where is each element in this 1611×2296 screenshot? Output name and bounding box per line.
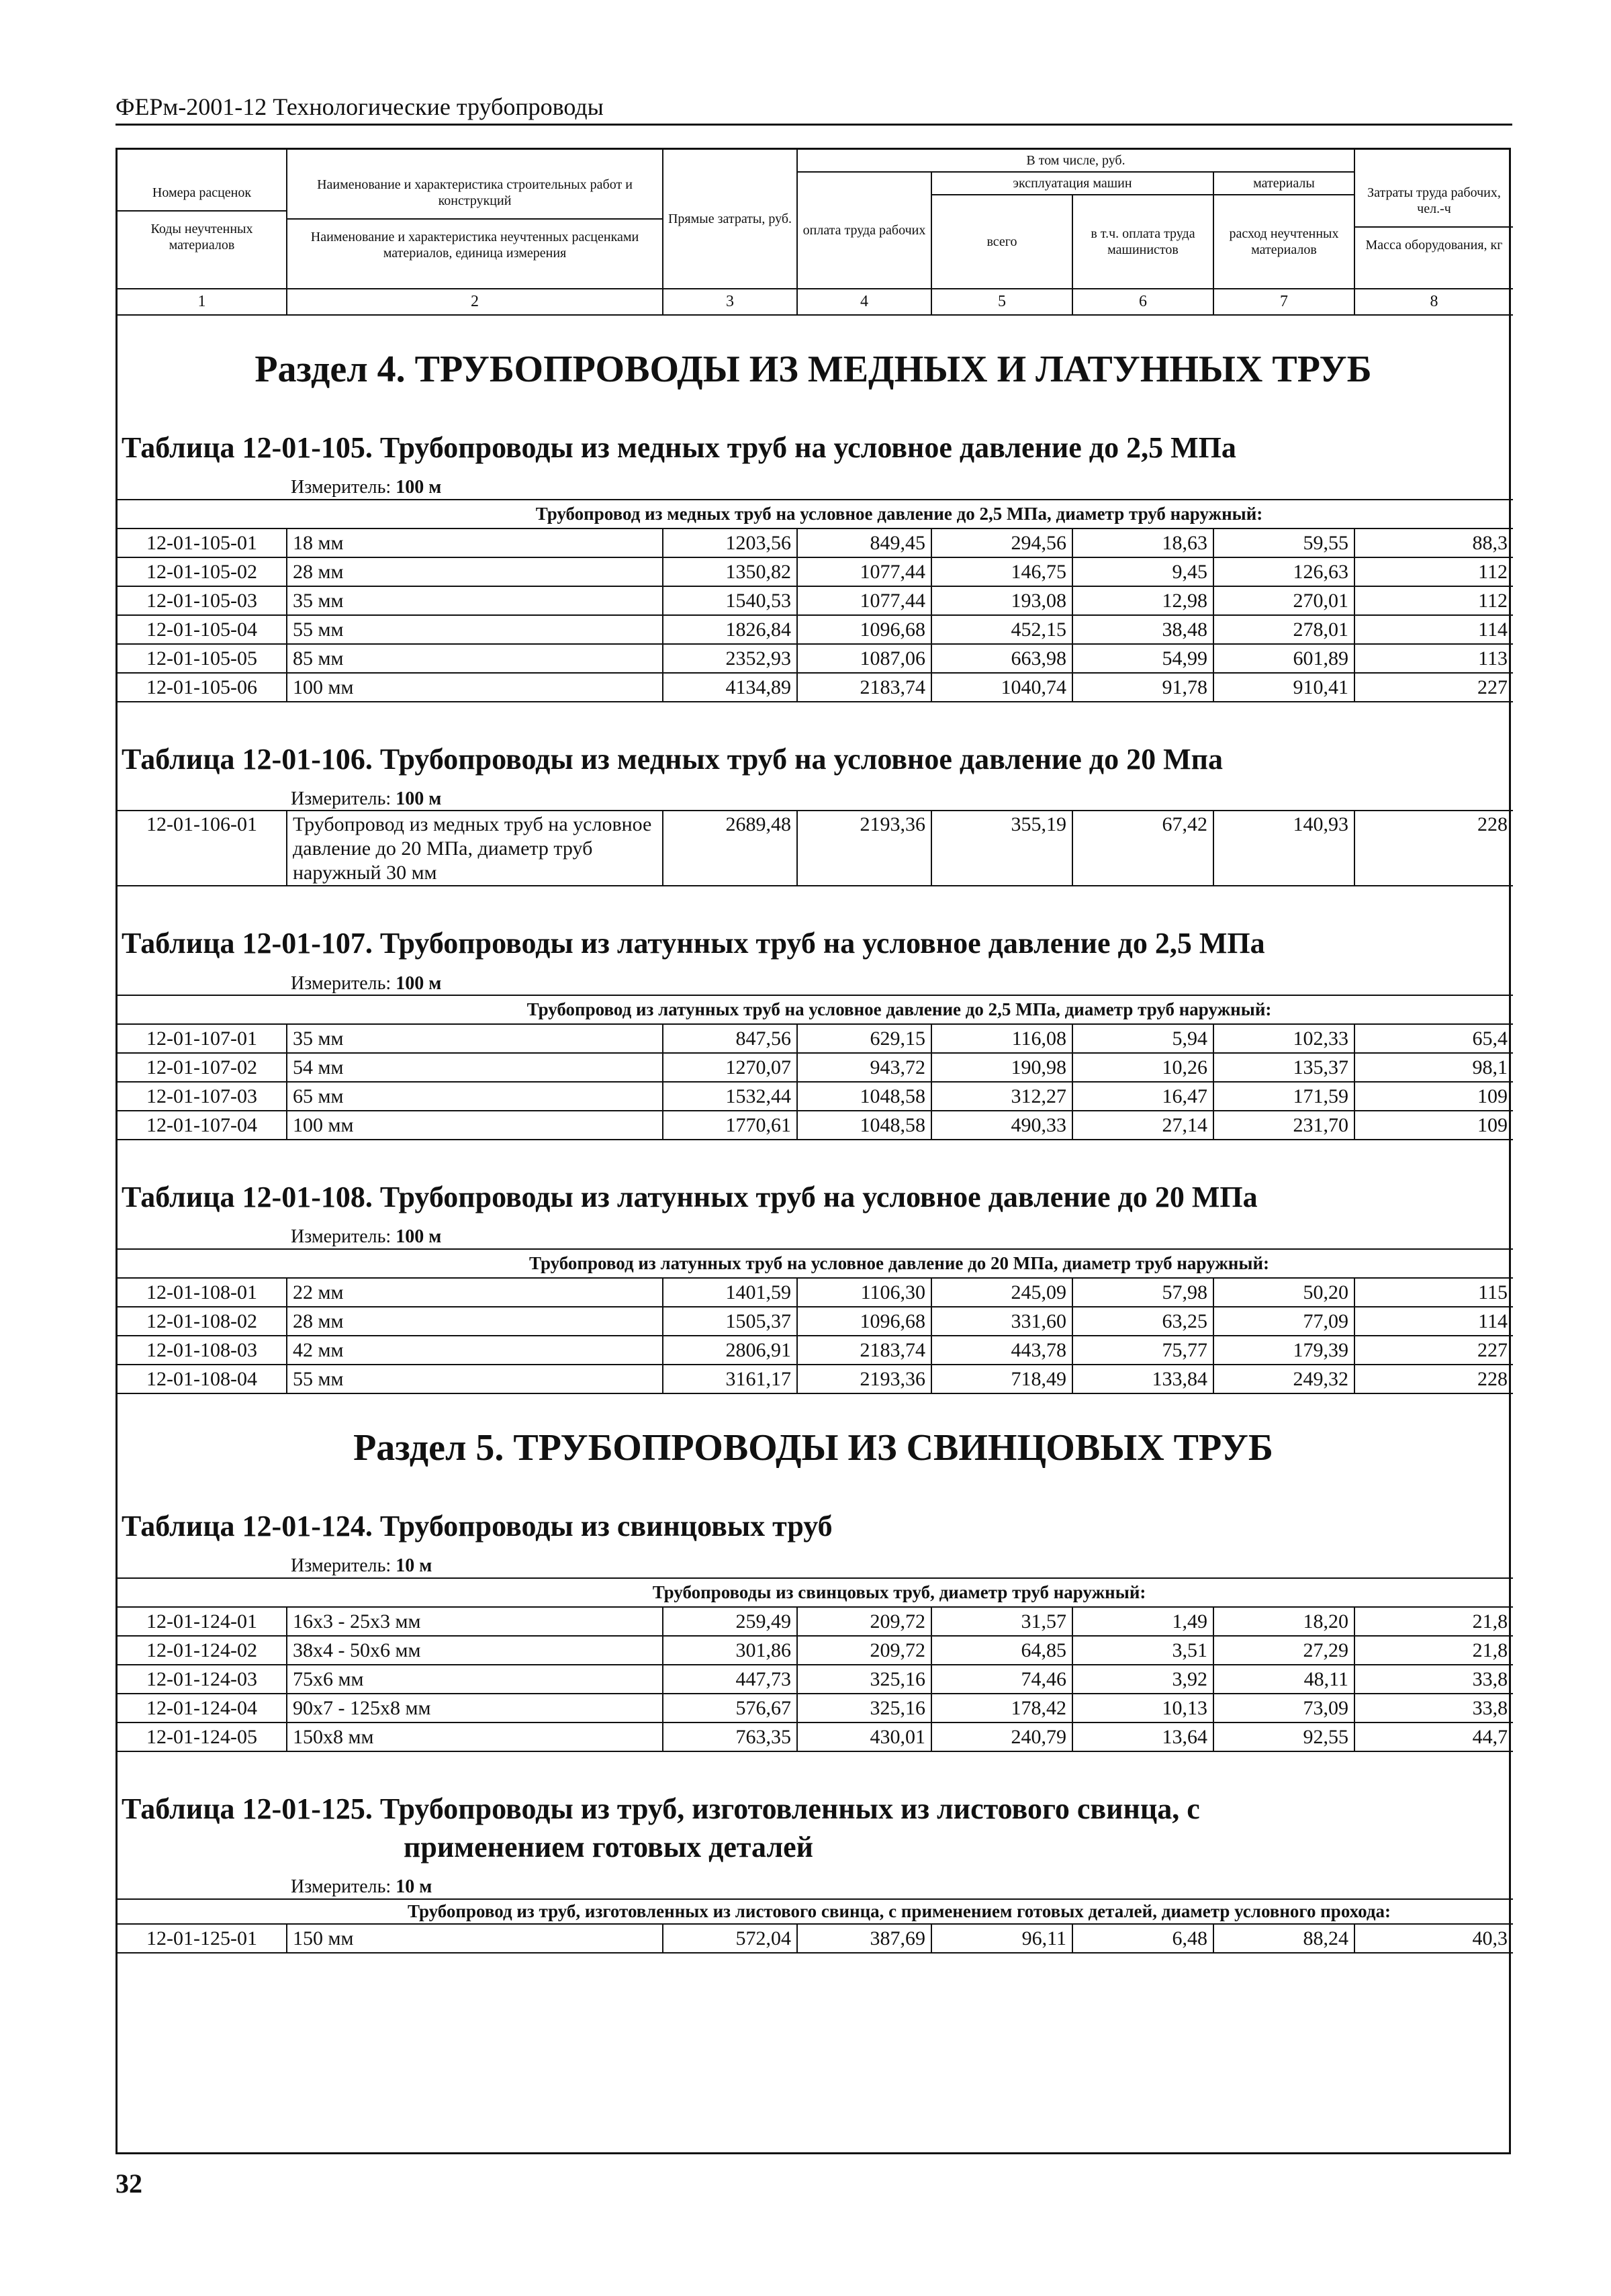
direct-costs: 3161,17 [663,1365,797,1393]
machines-total: 240,79 [931,1723,1072,1751]
machines-total: 443,78 [931,1336,1072,1365]
labor-hours: 109 [1354,1082,1513,1111]
direct-costs: 2689,48 [663,811,797,886]
rate-code: 12-01-124-03 [118,1665,287,1694]
materials-cost: 179,39 [1213,1336,1354,1365]
col-number: 8 [1354,289,1513,315]
col-direct-costs: Прямые затраты, руб. [663,150,797,289]
machinist-pay: 10,13 [1072,1694,1213,1723]
labor-hours: 88,3 [1354,529,1513,557]
machines-total: 193,08 [931,586,1072,615]
table-row [118,1665,1513,1694]
rate-code: 12-01-108-04 [118,1365,287,1393]
col-name-title: Наименование и характеристика строительных работ и конструкций [317,177,633,208]
table-107-measure [118,972,1509,995]
labor-hours: 21,8 [1354,1636,1513,1665]
machinist-pay: 57,98 [1072,1278,1213,1307]
rate-code: 12-01-107-03 [118,1082,287,1111]
materials-cost: 231,70 [1213,1111,1354,1140]
machines-total: 312,27 [931,1082,1072,1111]
machines-total: 31,57 [931,1607,1072,1636]
rate-name: 150x8 мм [287,1723,663,1751]
rate-name: 16x3 - 25x3 мм [287,1607,663,1636]
worker-pay: 2193,36 [797,1365,931,1393]
direct-costs: 1505,37 [663,1307,797,1336]
table-107 [118,995,1513,1140]
rate-name: 85 мм [287,644,663,673]
measure-label: Измеритель: [291,1876,392,1898]
table-row [118,615,1513,644]
worker-pay: 1048,58 [797,1082,931,1111]
direct-costs: 1532,44 [663,1082,797,1111]
labor-hours: 228 [1354,811,1513,886]
machinist-pay: 5,94 [1072,1024,1213,1053]
worker-pay: 209,72 [797,1636,931,1665]
rate-code: 12-01-108-01 [118,1278,287,1307]
machinist-pay: 54,99 [1072,644,1213,673]
table-106 [118,810,1513,886]
rate-name: 18 мм [287,529,663,557]
col-machines-total: всего [931,195,1072,289]
rate-code: 12-01-108-02 [118,1307,287,1336]
worker-pay: 2183,74 [797,673,931,702]
worker-pay: 629,15 [797,1024,931,1053]
worker-pay: 209,72 [797,1607,931,1636]
col-number: 6 [1072,289,1213,315]
table-row [118,1082,1513,1111]
worker-pay: 1077,44 [797,586,931,615]
machinist-pay: 1,49 [1072,1607,1213,1636]
machinist-pay: 3,92 [1072,1665,1213,1694]
rate-code: 12-01-107-04 [118,1111,287,1140]
machines-total: 178,42 [931,1694,1072,1723]
machines-total: 245,09 [931,1278,1072,1307]
worker-pay: 943,72 [797,1053,931,1082]
table-row [118,1924,1513,1953]
col-codes-header [118,150,287,289]
machinist-pay: 75,77 [1072,1336,1213,1365]
labor-hours: 98,1 [1354,1053,1513,1082]
rate-code: 12-01-105-06 [118,673,287,702]
machines-total: 490,33 [931,1111,1072,1140]
machines-total: 64,85 [931,1636,1072,1665]
measure-value: 100 м [396,788,442,809]
col-codes-title: Номера расценок [152,185,252,200]
rate-code: 12-01-107-01 [118,1024,287,1053]
materials-cost: 601,89 [1213,644,1354,673]
direct-costs: 4134,89 [663,673,797,702]
table-row [118,1307,1513,1336]
labor-hours: 114 [1354,1307,1513,1336]
machines-total: 452,15 [931,615,1072,644]
rate-name: 28 мм [287,557,663,586]
machines-total: 146,75 [931,557,1072,586]
col-number: 2 [287,289,663,315]
direct-costs: 2806,91 [663,1336,797,1365]
labor-hours: 112 [1354,557,1513,586]
col-unaccounted-materials: расход неучтенных материалов [1213,195,1354,289]
table-row [118,1694,1513,1723]
worker-pay: 2183,74 [797,1336,931,1365]
direct-costs: 1203,56 [663,529,797,557]
worker-pay: 325,16 [797,1694,931,1723]
machines-total: 663,98 [931,644,1072,673]
materials-cost: 88,24 [1213,1924,1354,1953]
direct-costs: 1770,61 [663,1111,797,1140]
rate-name: 150 мм [287,1924,663,1953]
rate-name: 35 мм [287,1024,663,1053]
worker-pay: 1096,68 [797,1307,931,1336]
materials-cost: 77,09 [1213,1307,1354,1336]
table-125-title [118,1790,1509,1866]
table-row [118,1024,1513,1053]
col-including-header: В том числе, руб. [797,150,1354,172]
col-labor-title: Затраты труда рабочих, чел.-ч [1367,185,1501,216]
rate-code: 12-01-107-02 [118,1053,287,1082]
table-row [118,1636,1513,1665]
rate-code: 12-01-124-02 [118,1636,287,1665]
machinist-pay: 91,78 [1072,673,1213,702]
col-materials-header: материалы [1213,172,1354,195]
materials-cost: 50,20 [1213,1278,1354,1307]
direct-costs: 847,56 [663,1024,797,1053]
rate-name: 54 мм [287,1053,663,1082]
materials-cost: 73,09 [1213,1694,1354,1723]
measure-value: 10 м [396,1876,432,1898]
worker-pay: 2193,36 [797,811,931,886]
direct-costs: 1270,07 [663,1053,797,1082]
materials-cost: 126,63 [1213,557,1354,586]
materials-cost: 270,01 [1213,586,1354,615]
machinist-pay: 133,84 [1072,1365,1213,1393]
col-material-codes-title: Коды неучтенных материалов [118,210,286,253]
materials-cost: 171,59 [1213,1082,1354,1111]
measure-label: Измеритель: [291,1226,392,1248]
machinist-pay: 13,64 [1072,1723,1213,1751]
col-number: 5 [931,289,1072,315]
machines-total: 1040,74 [931,673,1072,702]
direct-costs: 1350,82 [663,557,797,586]
worker-pay: 1077,44 [797,557,931,586]
labor-hours: 114 [1354,615,1513,644]
table-105 [118,499,1513,702]
materials-cost: 278,01 [1213,615,1354,644]
direct-costs: 763,35 [663,1723,797,1751]
table-106-measure [118,788,1509,811]
rate-name: 35 мм [287,586,663,615]
col-number: 1 [118,289,287,315]
materials-cost: 48,11 [1213,1665,1354,1694]
labor-hours: 40,3 [1354,1924,1513,1953]
table-row [118,1336,1513,1365]
labor-hours: 65,4 [1354,1024,1513,1053]
table-row [118,1723,1513,1751]
machinist-pay: 6,48 [1072,1924,1213,1953]
direct-costs: 447,73 [663,1665,797,1694]
table-row [118,644,1513,673]
direct-costs: 259,49 [663,1607,797,1636]
table-row [118,1278,1513,1307]
worker-pay: 1096,68 [797,615,931,644]
machinist-pay: 63,25 [1072,1307,1213,1336]
table-108-title: Таблица 12-01-108. Трубопроводы из латунных труб на условное давление до 20 МПа [122,1181,1258,1214]
page-header: ФЕРм-2001-12 Технологические трубопроводы [116,93,1512,126]
machinist-pay: 18,63 [1072,529,1213,557]
labor-hours: 44,7 [1354,1723,1513,1751]
table-125-subheader: Трубопровод из труб, изготовленных из листового свинца, с применением готовых деталей, диаметр условного прохода: [118,1899,1513,1924]
materials-cost: 910,41 [1213,673,1354,702]
materials-cost: 135,37 [1213,1053,1354,1082]
rate-name: 55 мм [287,1365,663,1393]
rate-name: 65 мм [287,1082,663,1111]
table-row [118,811,1513,886]
worker-pay: 1106,30 [797,1278,931,1307]
rate-name: 100 мм [287,1111,663,1140]
table-107-title: Таблица 12-01-107. Трубопроводы из латунных труб на условное давление до 2,5 МПа [122,927,1265,960]
rate-name: 55 мм [287,615,663,644]
rate-code: 12-01-105-03 [118,586,287,615]
machinist-pay: 10,26 [1072,1053,1213,1082]
machinist-pay: 9,45 [1072,557,1213,586]
rate-code: 12-01-124-04 [118,1694,287,1723]
direct-costs: 576,67 [663,1694,797,1723]
worker-pay: 325,16 [797,1665,931,1694]
labor-hours: 33,8 [1354,1665,1513,1694]
worker-pay: 430,01 [797,1723,931,1751]
col-name-header [287,150,663,289]
column-numbers-row [118,289,1513,315]
section-4-title: Раздел 4. ТРУБОПРОВОДЫ ИЗ МЕДНЫХ И ЛАТУННЫХ ТРУБ [255,348,1372,390]
page-number: 32 [116,2168,142,2199]
col-machinist-pay: в т.ч. оплата труда машинистов [1072,195,1213,289]
col-number: 4 [797,289,931,315]
table-106-title: Таблица 12-01-106. Трубопроводы из медных труб на условное давление до 20 Мпа [122,742,1223,776]
direct-costs: 301,86 [663,1636,797,1665]
worker-pay: 387,69 [797,1924,931,1953]
table-105-title: Таблица 12-01-105. Трубопроводы из медных труб на условное давление до 2,5 МПа [122,430,1236,464]
col-number: 7 [1213,289,1354,315]
table-row [118,586,1513,615]
table-105-subheader: Трубопровод из медных труб на условное давление до 2,5 МПа, диаметр труб наружный: [118,500,1513,529]
table-124-subheader: Трубопроводы из свинцовых труб, диаметр труб наружный: [118,1578,1513,1607]
machinist-pay: 12,98 [1072,586,1213,615]
machines-total: 96,11 [931,1924,1072,1953]
table-107-subheader: Трубопровод из латунных труб на условное давление до 2,5 МПа, диаметр труб наружный: [118,995,1513,1024]
measure-label: Измеритель: [291,788,392,809]
table-row [118,673,1513,702]
direct-costs: 1540,53 [663,586,797,615]
table-124-title: Таблица 12-01-124. Трубопроводы из свинцовых труб [122,1509,833,1543]
rate-code: 12-01-105-02 [118,557,287,586]
labor-hours: 21,8 [1354,1607,1513,1636]
labor-hours: 115 [1354,1278,1513,1307]
rate-code: 12-01-108-03 [118,1336,287,1365]
machines-total: 331,60 [931,1307,1072,1336]
table-124-measure [118,1555,1509,1577]
col-number: 3 [663,289,797,315]
col-worker-pay: оплата труда рабочих [797,172,931,289]
table-125-measure [118,1876,1509,1898]
column-header-table [118,150,1513,316]
materials-cost: 249,32 [1213,1365,1354,1393]
measure-label: Измеритель: [291,476,392,498]
worker-pay: 1087,06 [797,644,931,673]
table-row [118,1053,1513,1082]
rate-code: 12-01-124-05 [118,1723,287,1751]
table-108 [118,1248,1513,1394]
rate-code: 12-01-125-01 [118,1924,287,1953]
table-row [118,1607,1513,1636]
labor-hours: 33,8 [1354,1694,1513,1723]
machines-total: 190,98 [931,1053,1072,1082]
machines-total: 718,49 [931,1365,1072,1393]
table-row [118,529,1513,557]
table-125-title-line2: применением готовых деталей [404,1830,814,1864]
table-row [118,1111,1513,1140]
rate-name: 90x7 - 125x8 мм [287,1694,663,1723]
machinist-pay: 16,47 [1072,1082,1213,1111]
col-machines-header: эксплуатация машин [931,172,1213,195]
col-mass-title: Масса оборудования, кг [1355,226,1513,253]
measure-value: 100 м [396,972,442,994]
machines-total: 294,56 [931,529,1072,557]
direct-costs: 1401,59 [663,1278,797,1307]
direct-costs: 2352,93 [663,644,797,673]
worker-pay: 849,45 [797,529,931,557]
worker-pay: 1048,58 [797,1111,931,1140]
rate-name: 22 мм [287,1278,663,1307]
direct-costs: 1826,84 [663,615,797,644]
machinist-pay: 38,48 [1072,615,1213,644]
direct-costs: 572,04 [663,1924,797,1953]
table-125-title-line1: Таблица 12-01-125. Трубопроводы из труб, изготовленных из листового свинца, с [122,1792,1200,1825]
table-row [118,557,1513,586]
table-row [118,1365,1513,1393]
materials-cost: 140,93 [1213,811,1354,886]
table-108-measure [118,1226,1509,1248]
labor-hours: 228 [1354,1365,1513,1393]
labor-hours: 227 [1354,1336,1513,1365]
machinist-pay: 67,42 [1072,811,1213,886]
measure-label: Измеритель: [291,1555,392,1577]
measure-value: 100 м [396,476,442,498]
labor-hours: 227 [1354,673,1513,702]
rates-document [116,148,1511,2154]
measure-value: 10 м [396,1555,432,1577]
rate-code: 12-01-105-04 [118,615,287,644]
rate-name: 38x4 - 50x6 мм [287,1636,663,1665]
materials-cost: 18,20 [1213,1607,1354,1636]
materials-cost: 92,55 [1213,1723,1354,1751]
measure-value: 100 м [396,1226,442,1248]
measure-label: Измеритель: [291,972,392,994]
labor-hours: 112 [1354,586,1513,615]
materials-cost: 102,33 [1213,1024,1354,1053]
table-124 [118,1577,1513,1752]
rate-code: 12-01-105-05 [118,644,287,673]
rate-name: 42 мм [287,1336,663,1365]
machines-total: 74,46 [931,1665,1072,1694]
materials-cost: 27,29 [1213,1636,1354,1665]
table-105-measure [118,476,1509,499]
machines-total: 355,19 [931,811,1072,886]
col-material-name-title: Наименование и характеристика неучтенных расценками материалов, единица измерения [287,218,662,261]
rate-name: 100 мм [287,673,663,702]
machinist-pay: 27,14 [1072,1111,1213,1140]
rate-name: 28 мм [287,1307,663,1336]
col-labor-header [1354,150,1513,289]
rate-name: 75x6 мм [287,1665,663,1694]
rate-code: 12-01-105-01 [118,529,287,557]
table-125 [118,1898,1513,1954]
rate-code: 12-01-124-01 [118,1607,287,1636]
section-5-title: Раздел 5. ТРУБОПРОВОДЫ ИЗ СВИНЦОВЫХ ТРУБ [353,1426,1273,1469]
materials-cost: 59,55 [1213,529,1354,557]
labor-hours: 109 [1354,1111,1513,1140]
table-108-subheader: Трубопровод из латунных труб на условное давление до 20 МПа, диаметр труб наружный: [118,1249,1513,1278]
machinist-pay: 3,51 [1072,1636,1213,1665]
labor-hours: 113 [1354,644,1513,673]
rate-code: 12-01-106-01 [118,811,287,886]
machines-total: 116,08 [931,1024,1072,1053]
rate-name: Трубопровод из медных труб на условное давление до 20 МПа, диаметр труб наружный 30 мм [287,811,663,886]
